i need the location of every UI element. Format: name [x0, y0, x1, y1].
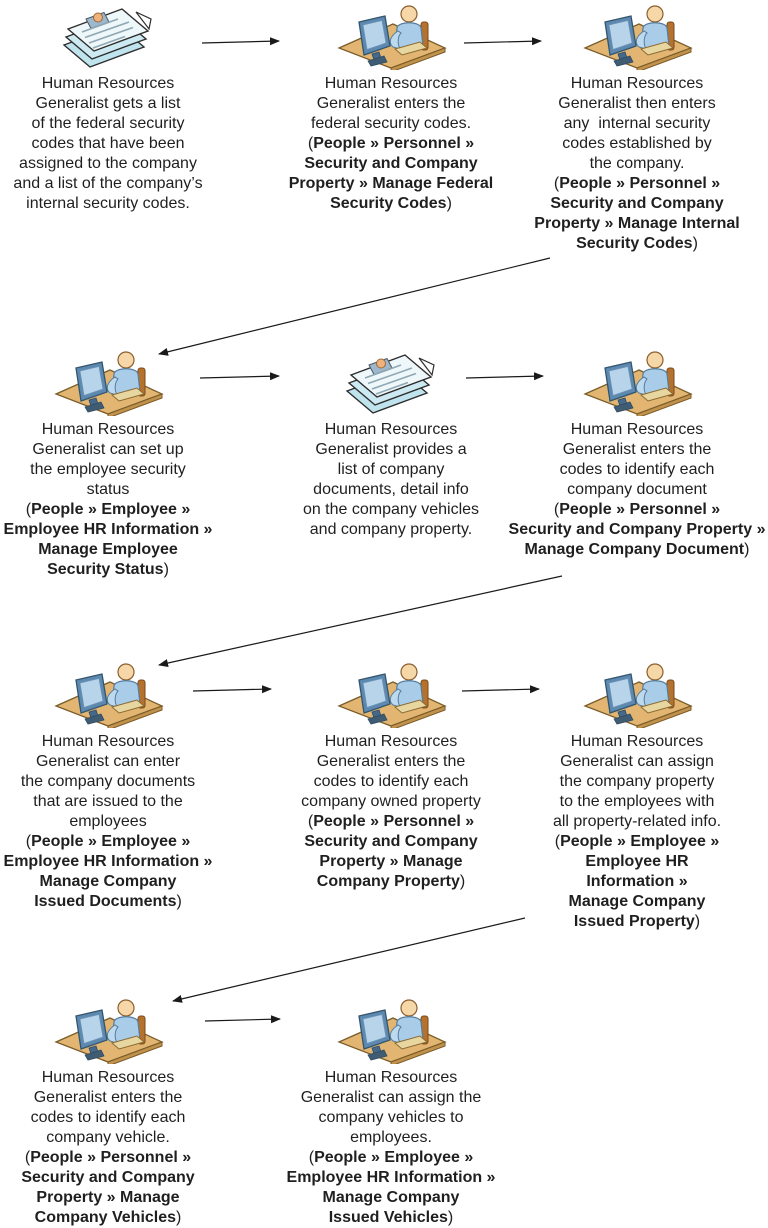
flow-step-10 — [0, 996, 216, 1228]
documents-icon — [49, 2, 167, 70]
person-desk-icon — [49, 996, 167, 1064]
flow-step-2 — [276, 2, 506, 214]
flow-step-7 — [0, 660, 216, 912]
step-4-caption: Human Resources Generalist can set up the employee security status (People » Employee » Employee HR Information » Manage Employee Security Status) — [3, 421, 213, 578]
flow-step-9 — [506, 660, 768, 932]
step-5-caption: Human Resources Generalist provides a list of company documents, detail info on the company vehicles and company property. — [302, 421, 480, 538]
step-9-caption: Human Resources Generalist can assign the company property to the employees with all property-related info. (People » Employee » Employee HR Information » Manage Company Issued Property) — [552, 733, 722, 930]
step-8-caption: Human Resources Generalist enters the codes to identify each company owned property (People » Personnel » Security and Company Property » Manage Company Property) — [301, 733, 481, 890]
arrow-step10-to-step11 — [205, 1019, 280, 1021]
step-1-caption: Human Resources Generalist gets a list of the federal security codes that have been assigned to the company and a list of the company’s internal security codes. — [13, 75, 203, 212]
person-desk-icon — [49, 348, 167, 416]
step-3-caption: Human Resources Generalist then enters any internal security codes established by the company. (People » Personnel » Security and Company Property » Manage Internal Security Codes) — [534, 75, 740, 252]
step-10-caption: Human Resources Generalist enters the codes to identify each company vehicle. (People » Personnel » Security and Company Property » Manage Company Vehicles) — [21, 1069, 195, 1226]
person-desk-icon — [332, 2, 450, 70]
documents-icon-node — [276, 348, 506, 540]
person-desk-icon — [332, 996, 450, 1064]
arrow-step3-to-step4 — [159, 258, 550, 354]
arrow-step9-to-step10 — [173, 918, 525, 1001]
person-desk-icon — [49, 660, 167, 728]
person-desk-icon — [578, 348, 696, 416]
person-desk-icon — [578, 2, 696, 70]
flow-step-1 — [0, 2, 216, 214]
step-6-caption: Human Resources Generalist enters the codes to identify each company document (People » Personnel » Security and Company Property » Manage Company Document) — [508, 421, 766, 558]
step-2-caption: Human Resources Generalist enters the federal security codes. (People » Personnel » Security and Company Property » Manage Federal Security Codes) — [288, 75, 494, 212]
flow-step-4 — [0, 348, 216, 580]
person-desk-icon — [578, 660, 696, 728]
flow-step-11 — [276, 996, 506, 1228]
step-7-caption: Human Resources Generalist can enter the company documents that are issued to the employees (People » Employee » Employee HR Information » Manage Company Issued Documents) — [3, 733, 213, 910]
person-desk-icon — [332, 660, 450, 728]
step-11-caption: Human Resources Generalist can assign the company vehicles to employees. (People » Employee » Employee HR Information » Manage Company Issued Vehicles) — [286, 1069, 496, 1226]
flow-step-3 — [506, 2, 768, 254]
flow-step-6 — [506, 348, 768, 560]
arrow-step6-to-step7 — [159, 576, 562, 665]
flow-step-8 — [276, 660, 506, 892]
documents-icon — [332, 348, 450, 416]
